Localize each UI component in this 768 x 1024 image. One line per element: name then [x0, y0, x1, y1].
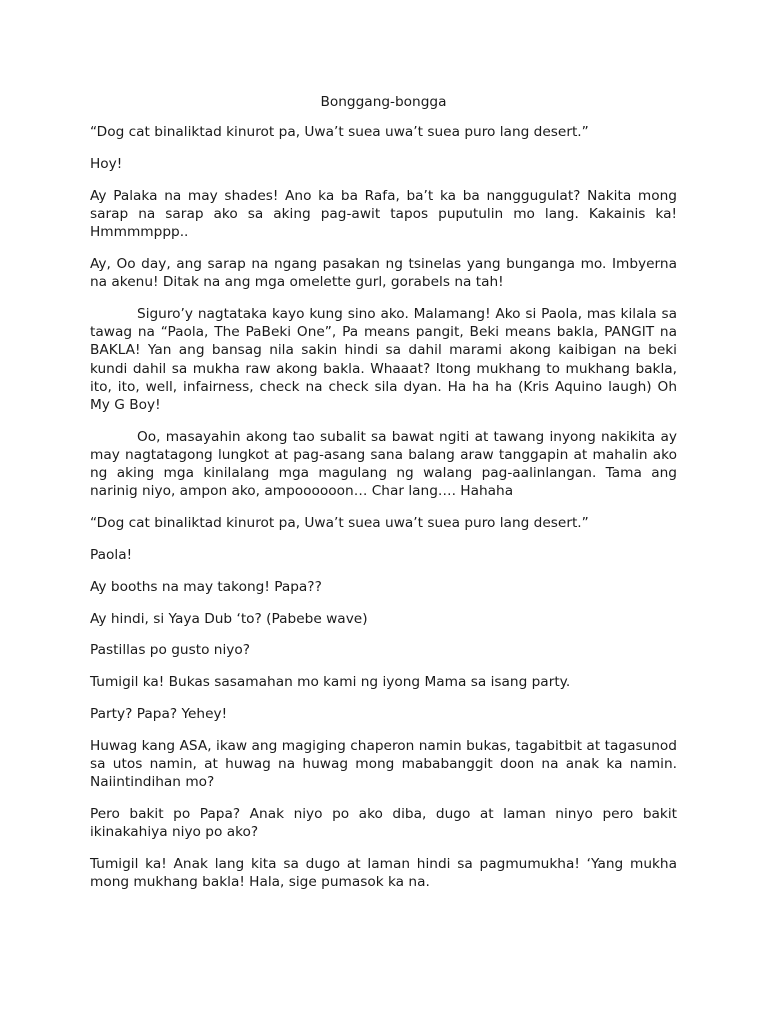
- paragraph: Ay, Oo day, ang sarap na ngang pasakan ng tsinelas yang bunganga mo. Imbyerna na akenu! Ditak na ang mga omelette gurl, gorabels na tah!: [90, 256, 677, 291]
- paragraph: Pero bakit po Papa? Anak niyo po ako diba, dugo at laman ninyo pero bakit ikinakahiya niyo po ako?: [90, 806, 677, 841]
- document-title: Bonggang-bongga: [320, 94, 447, 110]
- paragraph: “Dog cat binaliktad kinurot pa, Uwa’t suea uwa’t suea puro lang desert.”: [90, 124, 589, 141]
- paragraph: Hoy!: [90, 156, 123, 172]
- paragraph: Ay Palaka na may shades! Ano ka ba Rafa, ba’t ka ba nanggugulat? Nakita mong sarap na sarap ako sa aking pag-awit tapos puputulin mo lang. Kakainis ka! Hmmmmppp..: [90, 187, 677, 241]
- paragraph: Pastillas po gusto niyo?: [90, 642, 251, 659]
- paragraph: Tumigil ka! Anak lang kita sa dugo at laman hindi sa pagmumukha! ‘Yang mukha mong mukhang bakla! Hala, sige pumasok ka na.: [90, 856, 677, 891]
- paragraph: Ay hindi, si Yaya Dub ‘to? (Pabebe wave): [90, 610, 368, 627]
- document-body: [90, 93, 677, 905]
- paragraph: Tumigil ka! Bukas sasamahan mo kami ng iyong Mama sa isang party.: [90, 674, 571, 691]
- paragraph: Huwag kang ASA, ikaw ang magiging chaperon namin bukas, tagabitbit at tagasunod sa utos namin, at huwag na huwag mong mababanggit doon na anak ka namin. Naiintindihan mo?: [90, 737, 677, 791]
- paragraph: Oo, masayahin akong tao subalit sa bawat ngiti at tawang inyong nakikita ay may nagtatagong lungkot at pag-asang sana balang araw tanggapin at mahalin ako ng aking mga kinilalang mga magulang ng walang pag-aalinlangan. Tama ang narinig niyo, ampon ako, ampoooooon… Char lang…. Hahaha: [90, 428, 677, 500]
- paragraph: Paola!: [90, 547, 133, 564]
- paragraph: Party? Papa? Yehey!: [90, 706, 228, 722]
- paragraph: Ay booths na may takong! Papa??: [90, 578, 322, 595]
- paragraph: Siguro’y nagtataka kayo kung sino ako. Malamang! Ako si Paola, mas kilala sa tawag na “Paola, The PaBeki One”, Pa means pangit, Beki means bakla, PANGIT na BAKLA! Yan ang bansag nila sakin hindi sa dahil marami akong kaibigan na beki kundi dahil sa mukha raw akong bakla. Whaaat? Itong mukhang to mukhang bakla, ito, ito, well, infairness, check na check sila dyan. Ha ha ha (Kris Aquino laugh) Oh My G Boy!: [90, 306, 677, 414]
- paragraph: “Dog cat binaliktad kinurot pa, Uwa’t suea uwa’t suea puro lang desert.”: [90, 515, 589, 532]
